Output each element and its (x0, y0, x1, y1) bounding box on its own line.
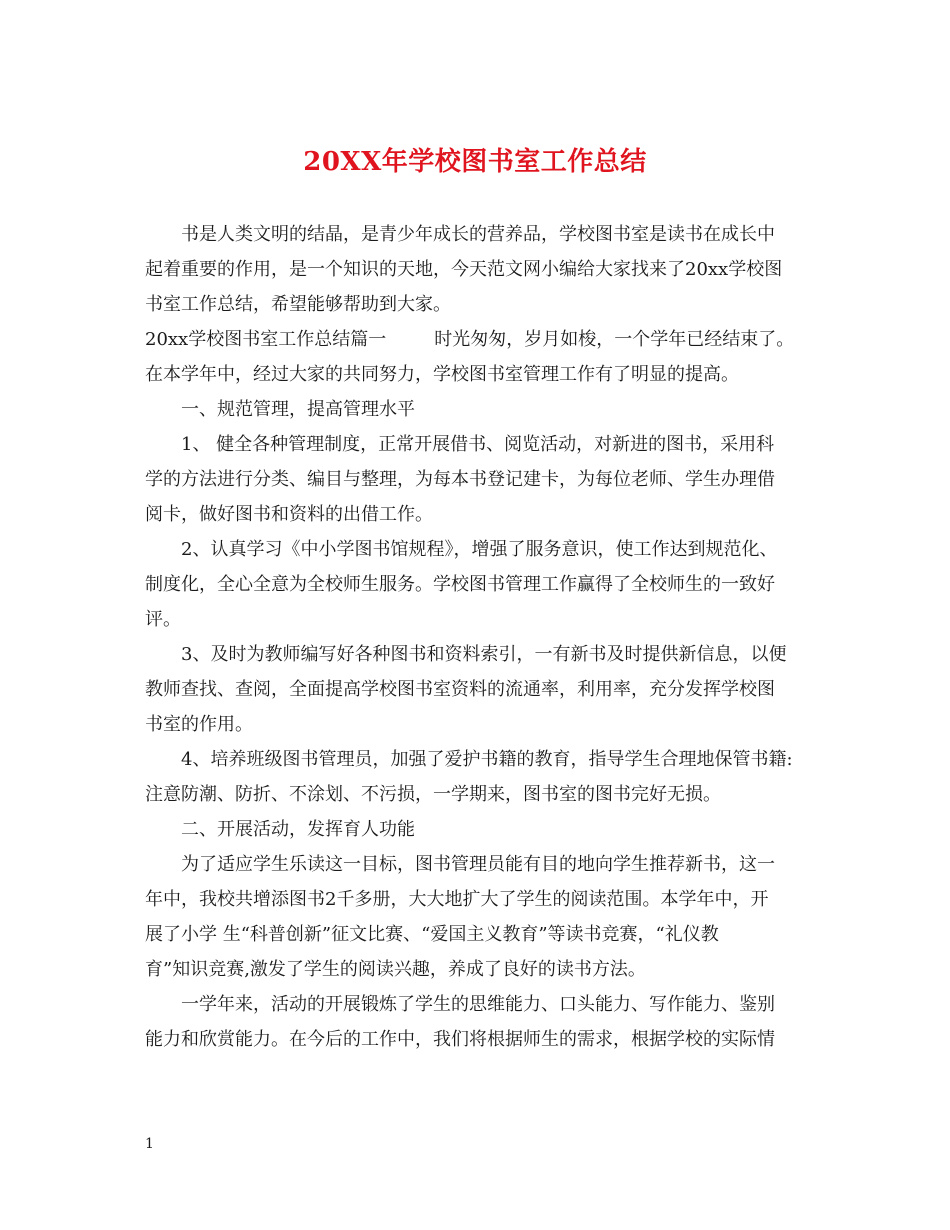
section-heading: 20xx学校图书室工作总结篇一 (145, 329, 387, 350)
section-heading: 一、规范管理，提高管理水平 (181, 399, 415, 420)
paragraph-line: 展了小学 生“科普创新”征文比赛、“爱国主义教育”等读书竞赛，“礼仪教 (145, 924, 719, 945)
paragraph-line: 为了适应学生乐读这一目标，图书管理员能有目的地向学生推荐新书，这一 (181, 854, 775, 875)
paragraph-line: 学的方法进行分类、编目与整理，为每本书登记建卡，为每位老师、学生办理借 (145, 469, 775, 490)
paragraph-line: 3、及时为教师编写好各种图书和资料索引，一有新书及时提供新信息，以便 (181, 644, 787, 665)
paragraph-line: 年中，我校共增添图书2千多册，大大地扩大了学生的阅读范围。本学年中，开 (145, 889, 769, 910)
paragraph-line: 1、 健全各种管理制度，正常开展借书、阅览活动，对新进的图书，采用科 (181, 434, 775, 455)
paragraph-line: 一学年来，活动的开展锻炼了学生的思维能力、口头能力、写作能力、鉴别 (181, 994, 775, 1015)
paragraph-line: 在本学年中，经过大家的共同努力，学校图书室管理工作有了明显的提高。 (145, 364, 739, 385)
paragraph-line: 阅卡，做好图书和资料的出借工作。 (145, 504, 433, 525)
paragraph-line: 起着重要的作用，是一个知识的天地，今天范文网小编给大家找来了20xx学校图 (145, 259, 783, 280)
paragraph-line: 评。 (145, 609, 181, 630)
paragraph-line: 书是人类文明的结晶，是青少年成长的营养品，学校图书室是读书在成长中 (181, 224, 775, 245)
paragraph-text: 时光匆匆，岁月如梭，一个学年已经结束了。 (434, 329, 795, 350)
section-heading: 二、开展活动，发挥育人功能 (181, 819, 415, 840)
paragraph-line: 能力和欣赏能力。在今后的工作中，我们将根据师生的需求，根据学校的实际情 (145, 1029, 775, 1050)
paragraph-line: 制度化，全心全意为全校师生服务。学校图书管理工作赢得了全校师生的一致好 (145, 574, 775, 595)
paragraph-line (145, 322, 805, 357)
paragraph-line: 育”知识竞赛,激发了学生的阅读兴趣，养成了良好的读书方法。 (145, 959, 646, 980)
paragraph-line: 教师查找、查阅，全面提高学校图书室资料的流通率，利用率，充分发挥学校图 (145, 679, 775, 700)
document-body (145, 217, 805, 1057)
page-number: 1 (145, 1136, 154, 1152)
paragraph-line: 书室工作总结，希望能够帮助到大家。 (145, 294, 451, 315)
paragraph-line: 书室的作用。 (145, 714, 253, 735)
document-title: 20XX年学校图书室工作总结 (303, 147, 647, 177)
paragraph-line: 注意防潮、防折、不涂划、不污损，一学期来，图书室的图书完好无损。 (145, 784, 721, 805)
paragraph-line: 4、培养班级图书管理员，加强了爱护书籍的教育，指导学生合理地保管书籍: (181, 749, 793, 770)
paragraph-line: 2、认真学习《中小学图书馆规程》，增强了服务意识，使工作达到规范化、 (181, 539, 778, 560)
